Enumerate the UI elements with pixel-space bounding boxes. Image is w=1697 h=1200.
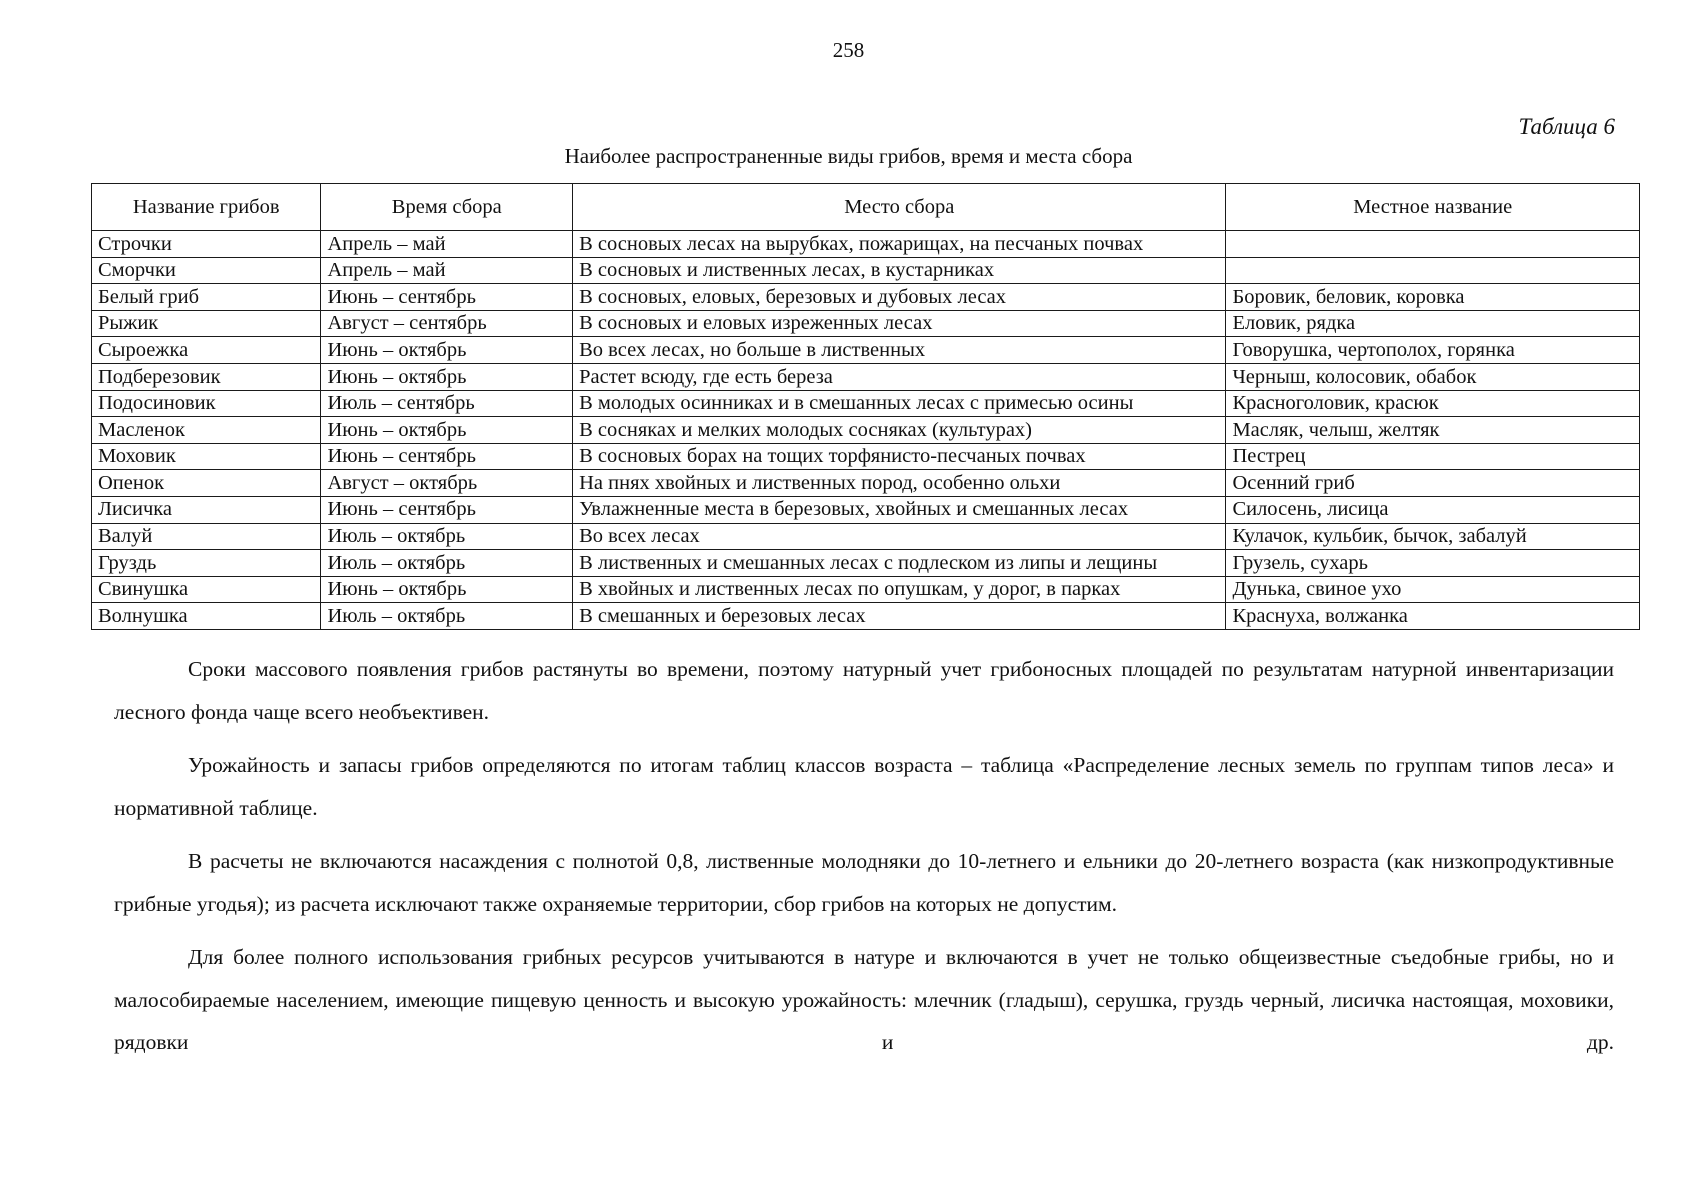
cell-collection-time: Июнь – октябрь	[321, 337, 573, 364]
cell-collection-time: Апрель – май	[321, 257, 573, 284]
table-row	[92, 496, 1640, 523]
table-row	[92, 310, 1640, 337]
cell-collection-time: Июнь – сентябрь	[321, 284, 573, 311]
paragraph-yield-estimation: Урожайность и запасы грибов определяются по итогам таблиц классов возраста – таблица «Распределение лесных земель по группам типов леса» и нормативной таблице.	[114, 753, 1614, 820]
cell-collection-place: В сосняках и мелких молодых сосняках (культурах)	[573, 417, 1226, 444]
cell-mushroom-name: Свинушка	[92, 576, 321, 603]
cell-mushroom-name: Лисичка	[92, 496, 321, 523]
cell-collection-place: Увлажненные места в березовых, хвойных и смешанных лесах	[573, 496, 1226, 523]
cell-collection-place: В смешанных и березовых лесах	[573, 603, 1226, 630]
header-collection-place: Место сбора	[573, 184, 1226, 231]
cell-mushroom-name: Волнушка	[92, 603, 321, 630]
cell-collection-time: Июнь – октябрь	[321, 417, 573, 444]
cell-collection-place: Во всех лесах, но больше в лиственных	[573, 337, 1226, 364]
cell-collection-time: Июнь – сентябрь	[321, 443, 573, 470]
table-row	[92, 576, 1640, 603]
cell-local-name: Осенний гриб	[1226, 470, 1640, 497]
cell-local-name: Дунька, свиное ухо	[1226, 576, 1640, 603]
cell-collection-time: Июнь – сентябрь	[321, 496, 573, 523]
cell-mushroom-name: Сморчки	[92, 257, 321, 284]
cell-local-name: Краснуха, волжанка	[1226, 603, 1640, 630]
cell-collection-time: Июнь – октябрь	[321, 363, 573, 390]
cell-collection-time: Июль – октябрь	[321, 550, 573, 577]
cell-local-name	[1226, 257, 1640, 284]
table-row	[92, 390, 1640, 417]
cell-collection-place: В сосновых борах на тощих торфянисто-песчаных почвах	[573, 443, 1226, 470]
cell-mushroom-name: Белый гриб	[92, 284, 321, 311]
cell-collection-place: В сосновых и еловых изреженных лесах	[573, 310, 1226, 337]
cell-local-name: Силосень, лисица	[1226, 496, 1640, 523]
mushroom-table	[91, 183, 1640, 630]
table-row	[92, 470, 1640, 497]
paragraph-resource-use: Для более полного использования грибных ресурсов учитываются в натуре и включаются в учет не только общеизвестные съедобные грибы, но и малособираемые населением, имеющие пищевую ценность и высокую урожайность: млечник (гладыш), серушка, груздь черный, лисичка настоящая, моховики, рядовки и др.	[114, 945, 1614, 1054]
paragraph-harvest-timing: Сроки массового появления грибов растянуты во времени, поэтому натурный учет грибоносных площадей по результатам натурной инвентаризации лесного фонда чаще всего необъективен.	[114, 657, 1614, 724]
cell-collection-time: Июнь – октябрь	[321, 576, 573, 603]
cell-mushroom-name: Груздь	[92, 550, 321, 577]
cell-local-name: Грузель, сухарь	[1226, 550, 1640, 577]
cell-local-name: Красноголовик, красюк	[1226, 390, 1640, 417]
cell-collection-place: Растет всюду, где есть береза	[573, 363, 1226, 390]
header-local-name: Местное название	[1226, 184, 1640, 231]
cell-local-name: Масляк, челыш, желтяк	[1226, 417, 1640, 444]
body-text	[114, 648, 1614, 1075]
table-row	[92, 417, 1640, 444]
cell-mushroom-name: Валуй	[92, 523, 321, 550]
cell-local-name: Кулачок, кульбик, бычок, забалуй	[1226, 523, 1640, 550]
cell-local-name: Боровик, беловик, коровка	[1226, 284, 1640, 311]
cell-local-name	[1226, 231, 1640, 258]
cell-mushroom-name: Рыжик	[92, 310, 321, 337]
cell-collection-place: На пнях хвойных и лиственных пород, особенно ольхи	[573, 470, 1226, 497]
cell-collection-time: Июль – октябрь	[321, 523, 573, 550]
cell-collection-time: Август – октябрь	[321, 470, 573, 497]
cell-collection-place: Во всех лесах	[573, 523, 1226, 550]
cell-local-name: Черныш, колосовик, обабок	[1226, 363, 1640, 390]
table-row	[92, 257, 1640, 284]
table-row	[92, 363, 1640, 390]
cell-collection-time: Апрель – май	[321, 231, 573, 258]
cell-collection-place: В сосновых и лиственных лесах, в кустарниках	[573, 257, 1226, 284]
cell-mushroom-name: Подберезовик	[92, 363, 321, 390]
cell-collection-time: Июль – сентябрь	[321, 390, 573, 417]
cell-collection-place: В лиственных и смешанных лесах с подлеском из липы и лещины	[573, 550, 1226, 577]
table-row	[92, 231, 1640, 258]
cell-collection-place: В сосновых лесах на вырубках, пожарищах, на песчаных почвах	[573, 231, 1226, 258]
page-number: 258	[832, 38, 865, 62]
table-row	[92, 523, 1640, 550]
table-row	[92, 550, 1640, 577]
paragraph-exclusions: В расчеты не включаются насаждения с полнотой 0,8, лиственные молодняки до 10-летнего и ельники до 20-летнего возраста (как низкопродуктивные грибные угодья); из расчета исключают также охраняемые территории, сбор грибов на которых не допустим.	[114, 849, 1614, 916]
cell-local-name: Говорушка, чертополох, горянка	[1226, 337, 1640, 364]
cell-collection-time: Август – сентябрь	[321, 310, 573, 337]
table-row	[92, 603, 1640, 630]
cell-mushroom-name: Сыроежка	[92, 337, 321, 364]
cell-local-name: Еловик, рядка	[1226, 310, 1640, 337]
cell-mushroom-name: Моховик	[92, 443, 321, 470]
cell-mushroom-name: Подосиновик	[92, 390, 321, 417]
table-label: Таблица 6	[1518, 114, 1615, 139]
table-row	[92, 337, 1640, 364]
cell-collection-place: В хвойных и лиственных лесах по опушкам, у дорог, в парках	[573, 576, 1226, 603]
cell-collection-time: Июль – октябрь	[321, 603, 573, 630]
header-mushroom-name: Название грибов	[92, 184, 321, 231]
cell-local-name: Пестрец	[1226, 443, 1640, 470]
cell-mushroom-name: Опенок	[92, 470, 321, 497]
table-title: Наиболее распространенные виды грибов, время и места сбора	[564, 144, 1133, 168]
cell-mushroom-name: Строчки	[92, 231, 321, 258]
table-row	[92, 284, 1640, 311]
table-header-row	[92, 184, 1640, 231]
cell-collection-place: В сосновых, еловых, березовых и дубовых лесах	[573, 284, 1226, 311]
table-row	[92, 443, 1640, 470]
header-collection-time: Время сбора	[321, 184, 573, 231]
cell-collection-place: В молодых осинниках и в смешанных лесах с примесью осины	[573, 390, 1226, 417]
cell-mushroom-name: Масленок	[92, 417, 321, 444]
